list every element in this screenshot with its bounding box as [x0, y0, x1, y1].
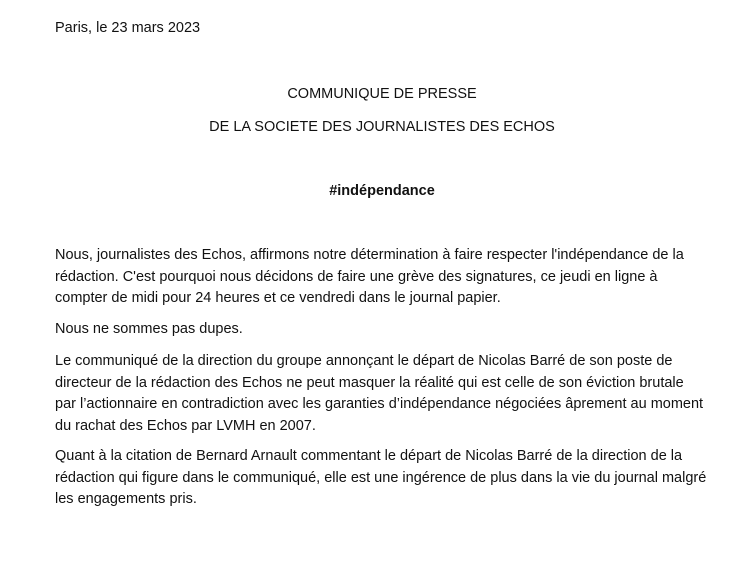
paragraph-line: rédaction. C'est pourquoi nous décidons de faire une grève des signatures, ce jeudi en ligne à	[55, 268, 658, 285]
paragraph-line: par l’actionnaire en contradiction avec les garanties d’indépendance négociées âprement au moment	[55, 396, 704, 412]
paragraph-2	[55, 319, 725, 341]
heading-line-1: COMMUNIQUE DE PRESSE	[287, 86, 477, 102]
paragraph-line: directeur de la rédaction des Echos ne peut masquer la réalité qui est celle de son éviction brutale	[55, 374, 684, 391]
heading-line-2: DE LA SOCIETE DES JOURNALISTES DES ECHOS	[209, 119, 555, 135]
paragraph-4	[55, 446, 725, 511]
paragraph-1	[55, 245, 725, 310]
paragraph-line: Le communiqué de la direction du groupe annonçant le départ de Nicolas Barré de son poste de	[55, 353, 673, 369]
paragraph-line: rédaction qui figure dans le communiqué, elle est une ingérence de plus dans la vie du journal malgré	[55, 469, 707, 486]
paragraph-line: Quant à la citation de Bernard Arnault commentant le départ de Nicolas Barré de la direction de la	[55, 448, 683, 464]
paragraph-line: Nous, journalistes des Echos, affirmons notre détermination à faire respecter l'indépendance de la	[55, 247, 684, 263]
paragraph-line: Nous ne sommes pas dupes.	[55, 321, 243, 337]
paragraph-line: du rachat des Echos par LVMH en 2007.	[55, 417, 316, 434]
hashtag: #indépendance	[329, 183, 435, 199]
paragraph-line: compter de midi pour 24 heures et ce vendredi dans le journal papier.	[55, 290, 501, 306]
letter-date: Paris, le 23 mars 2023	[55, 20, 201, 36]
paragraph-3	[55, 351, 725, 437]
paragraph-line: les engagements pris.	[55, 491, 197, 507]
